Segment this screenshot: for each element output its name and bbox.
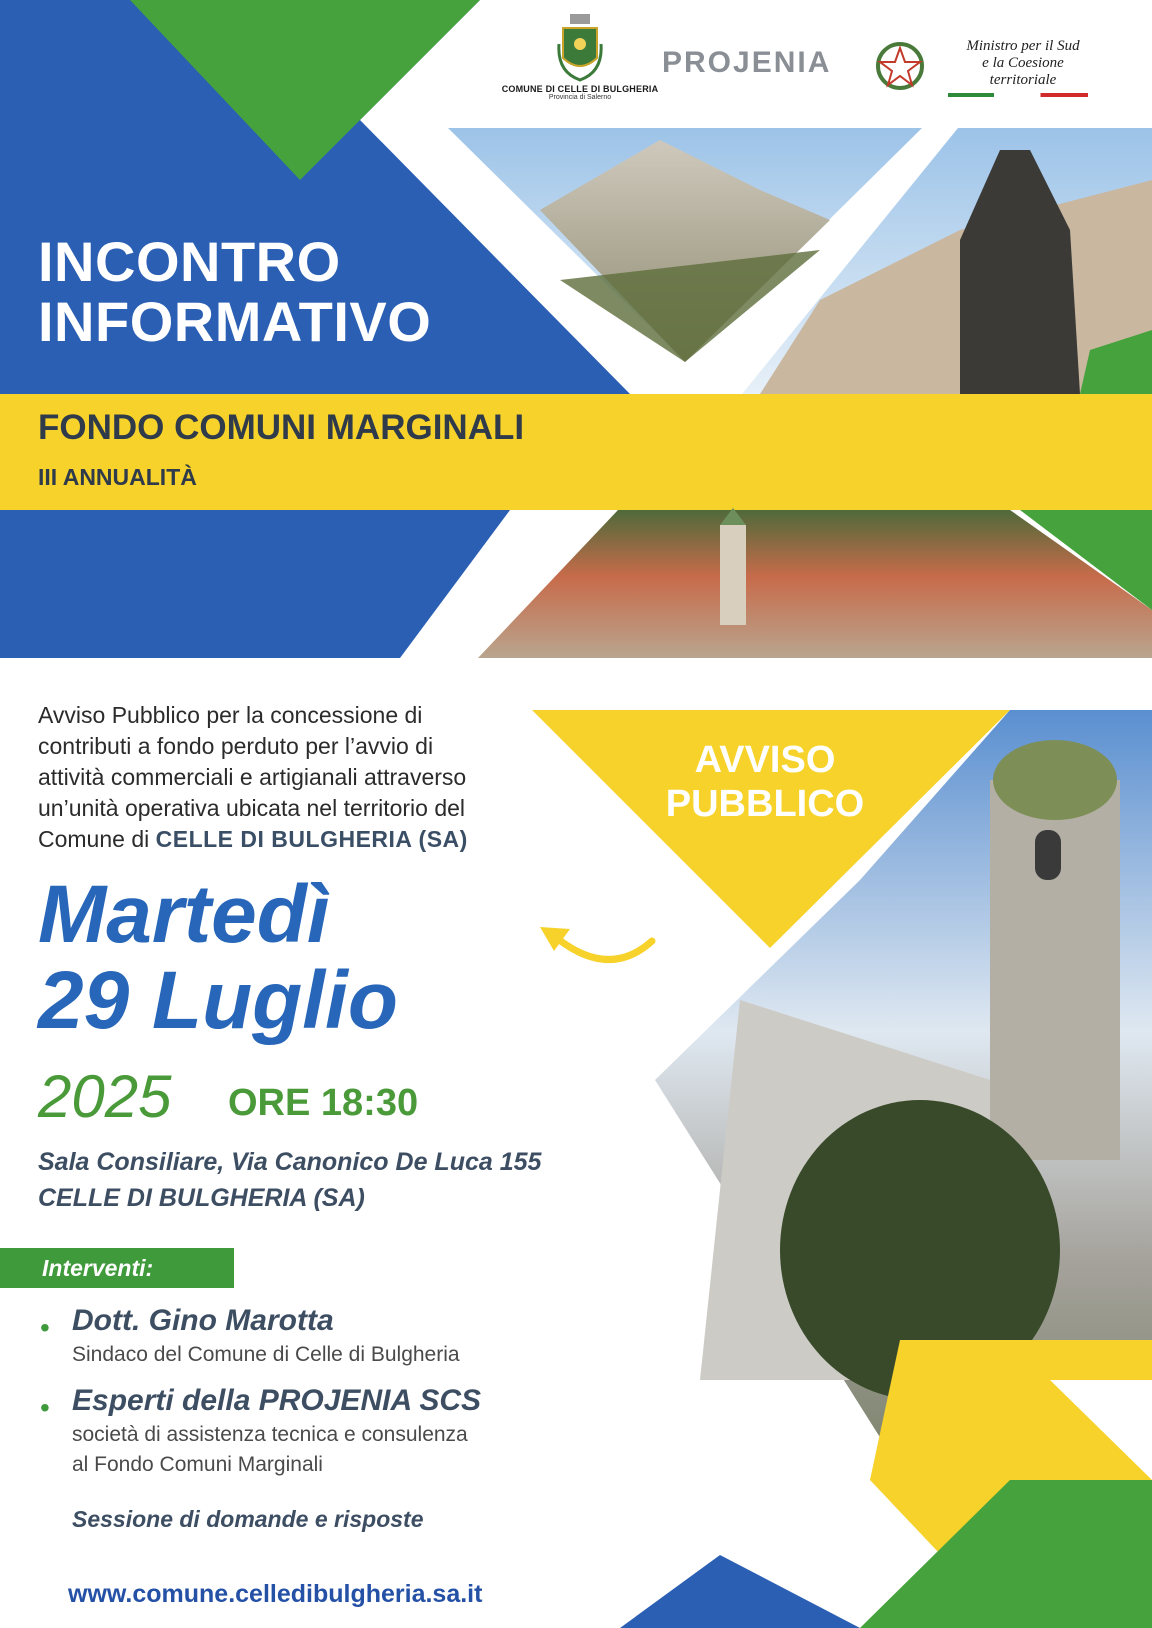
blue-panel-bottom	[0, 510, 510, 658]
comune-name: COMUNE DI CELLE DI BULGHERIA	[501, 84, 659, 94]
avviso-pubblico-label	[640, 738, 890, 826]
projenia-logo	[662, 46, 831, 80]
avviso-line1: AVVISO	[694, 739, 836, 781]
interventi-label: Interventi:	[42, 1255, 154, 1281]
description-line2: contributi a fondo perduto per l’avvio di	[38, 733, 434, 759]
description-line1: Avviso Pubblico per la concessione di	[38, 702, 423, 728]
curved-arrow-icon	[530, 905, 660, 975]
speaker-1-desc: Sindaco del Comune di Celle di Bulgheria	[72, 1343, 460, 1366]
band-subtitle: III ANNUALITÀ	[38, 464, 197, 490]
blue-shape-bottom	[620, 1555, 860, 1628]
session-qa: Sessione di domande e risposte	[72, 1506, 424, 1532]
title-line1: INCONTRO	[38, 230, 341, 293]
event-time: ORE 18:30	[228, 1082, 419, 1124]
speaker-2-desc-line2: al Fondo Comuni Marginali	[72, 1453, 323, 1476]
description-line4: un’unità operativa ubicata nel territorio del	[38, 795, 466, 821]
event-day-month: 29 Luglio	[38, 955, 398, 1046]
avviso-line2: PUBBLICO	[665, 783, 865, 825]
projenia-logo-text: PROJENIA	[662, 46, 832, 79]
comune-crest-icon	[557, 14, 603, 84]
tricolore-line	[948, 93, 1088, 97]
event-venue: Sala Consiliare, Via Canonico De Luca 155	[38, 1148, 542, 1176]
speaker-2-desc-line1: società di assistenza tecnica e consulenza	[72, 1423, 468, 1446]
comune-province: Provincia di Salerno	[548, 94, 612, 101]
comune-logo	[500, 14, 660, 101]
band-title: FONDO COMUNI MARGINALI	[38, 408, 525, 447]
event-date	[38, 869, 398, 1046]
event-place	[38, 1144, 541, 1216]
description	[38, 700, 578, 855]
event-weekday: Martedì	[38, 869, 330, 960]
ministero-line2: e la Coesione territoriale	[982, 55, 1064, 88]
interventi-label-box	[0, 1248, 234, 1288]
bullet-icon: •	[40, 1392, 50, 1423]
event-city: CELLE DI BULGHERIA (SA)	[38, 1184, 365, 1212]
description-line5-prefix: Comune di	[38, 826, 156, 852]
description-comune-name: CELLE DI BULGHERIA (SA)	[155, 826, 468, 852]
speaker-2-name: Esperti della PROJENIA SCS	[72, 1384, 482, 1417]
italian-emblem-icon	[874, 38, 926, 99]
ministero-line1: Ministro per il Sud	[966, 38, 1080, 54]
event-year: 2025	[38, 1063, 172, 1130]
description-line3: attività commerciali e artigianali attraverso	[38, 764, 467, 790]
bullet-icon: •	[40, 1312, 50, 1343]
page-title	[38, 232, 431, 352]
speaker-1-name: Dott. Gino Marotta	[72, 1304, 334, 1337]
website-link[interactable]: www.comune.celledibulgheria.sa.it	[68, 1580, 483, 1608]
ministero-logo	[948, 38, 1098, 97]
description-line5	[38, 824, 578, 855]
title-line2: INFORMATIVO	[38, 290, 432, 353]
